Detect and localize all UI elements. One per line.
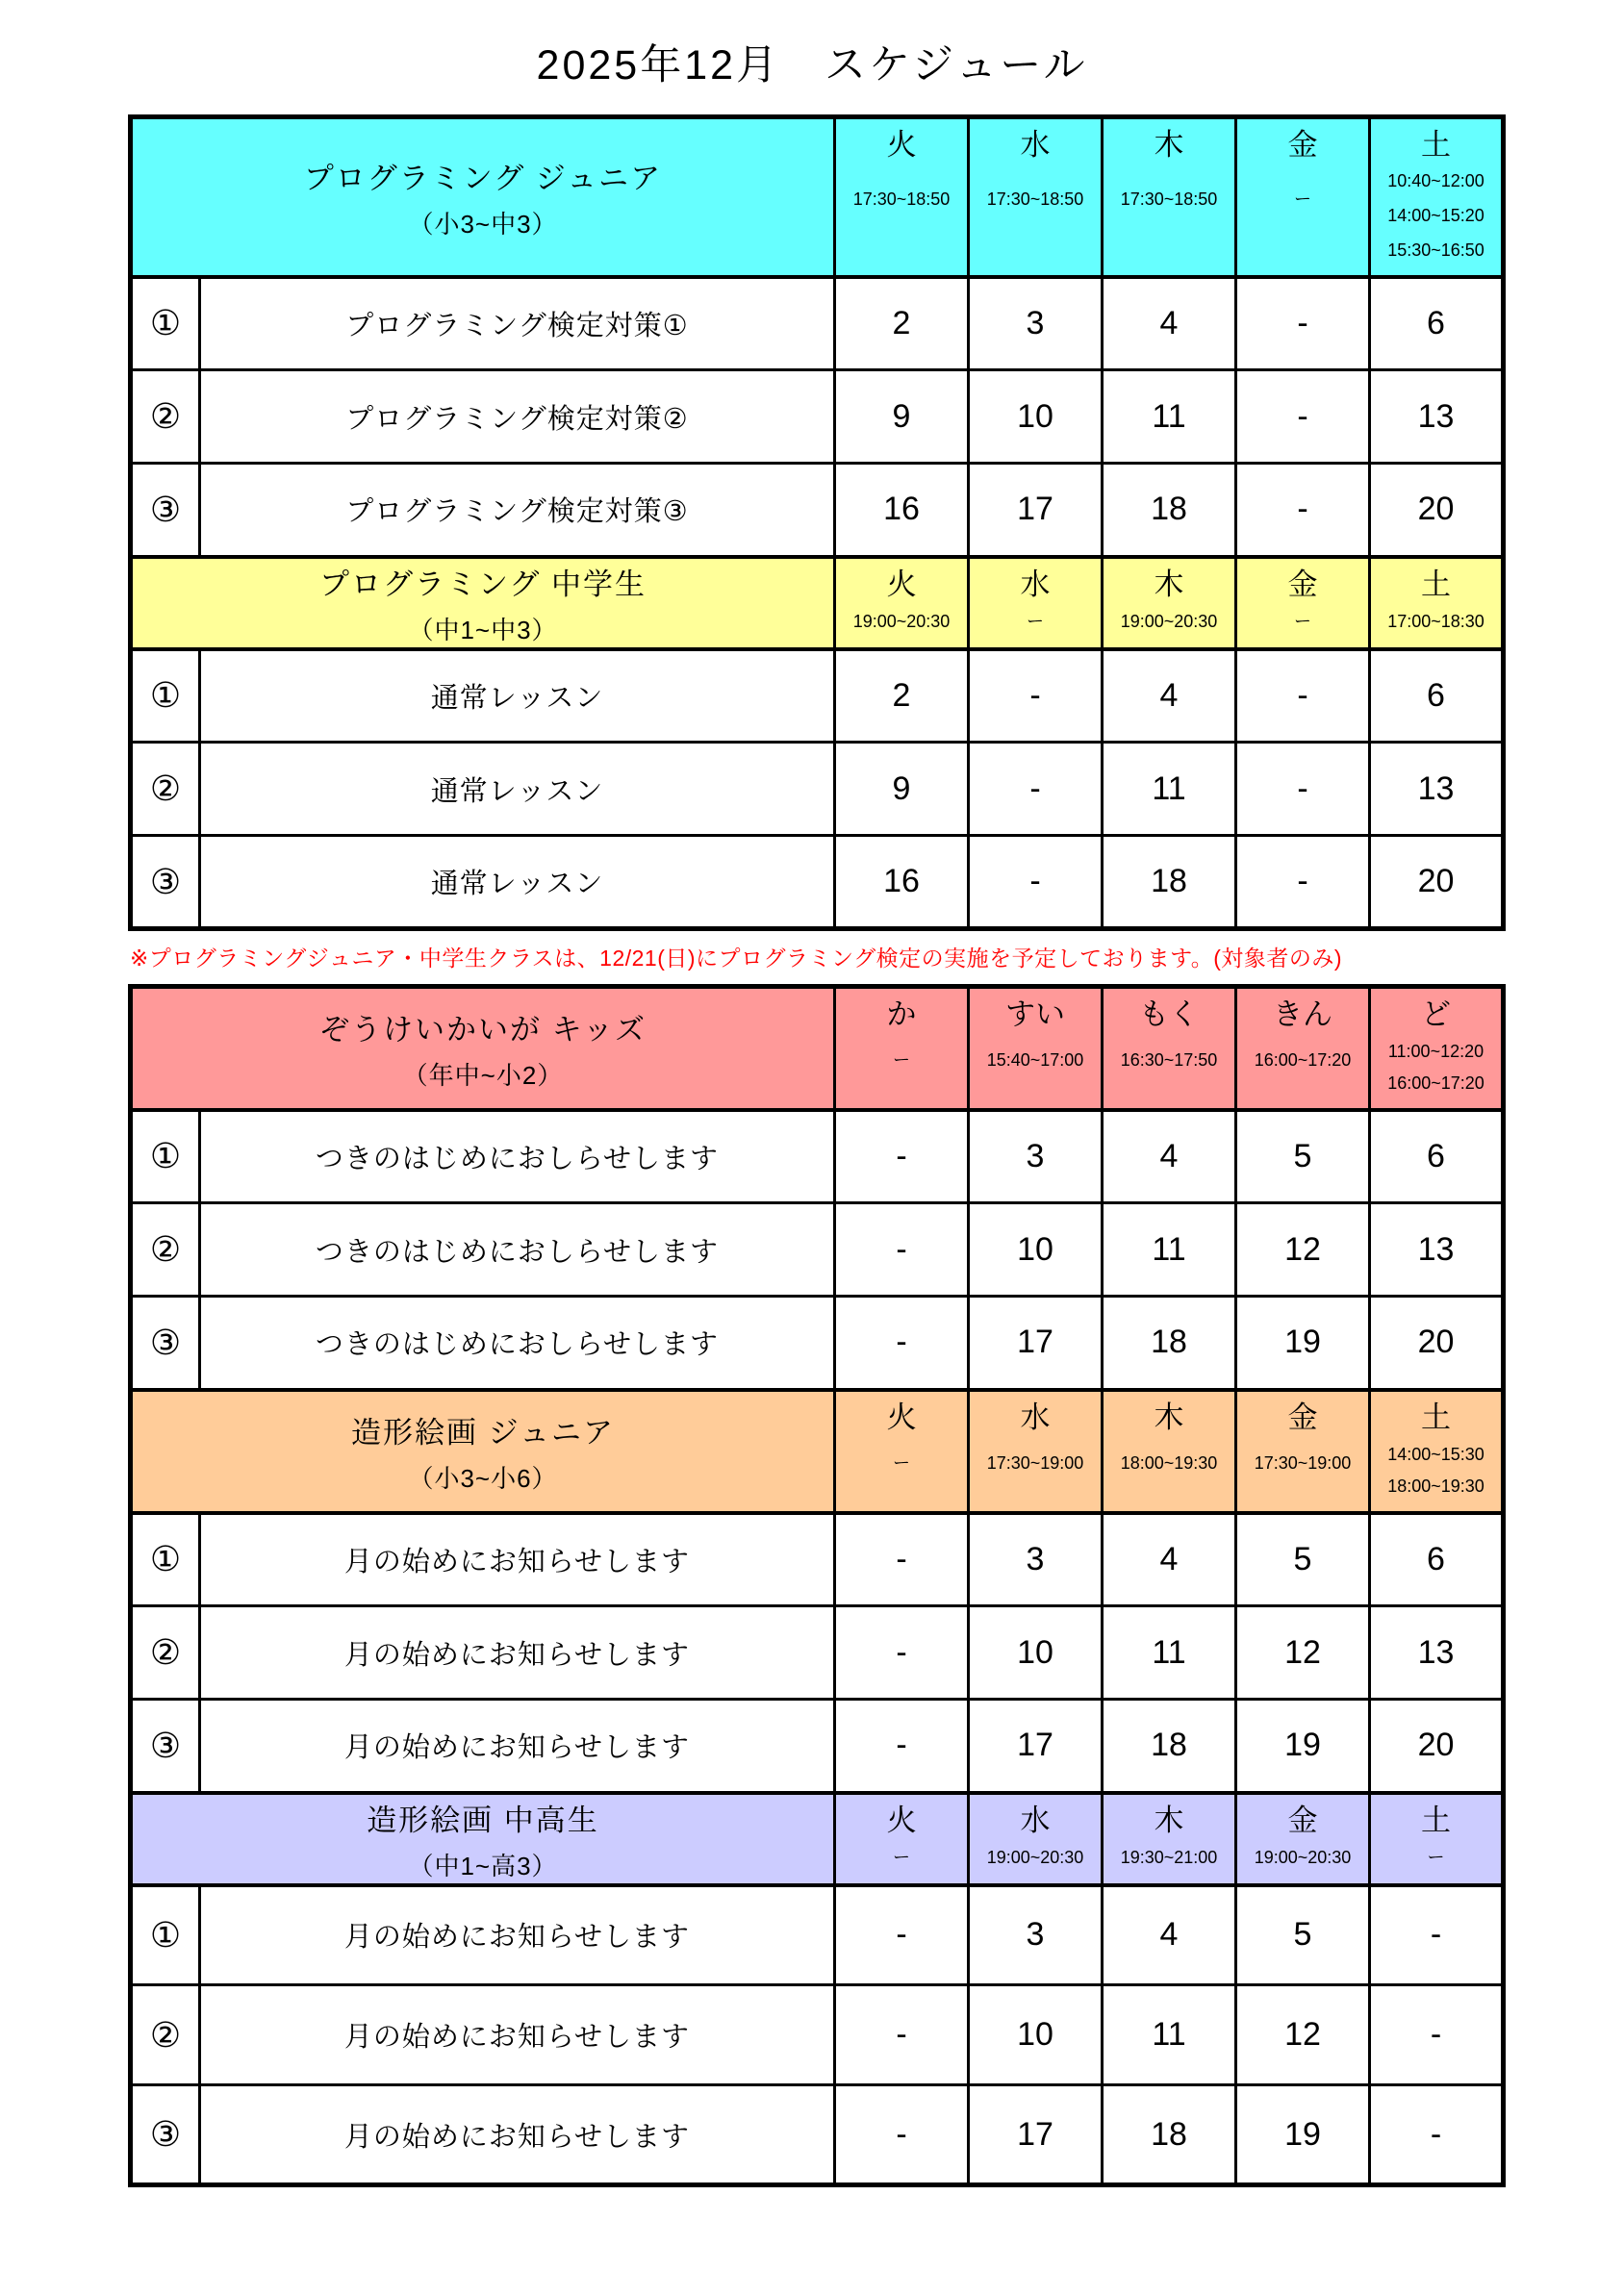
section-title: プログラミング ジュニア [303, 161, 663, 195]
row-label: 月の始めにお知らせします [200, 1885, 835, 1985]
date-cell: 13 [1370, 743, 1504, 836]
section-label-cell [131, 557, 835, 649]
date-cell: 19 [1236, 1700, 1370, 1793]
time-slot: 19:00~20:30 [852, 612, 951, 632]
date-cell: 12 [1236, 1985, 1370, 2085]
time-slot: 16:00~17:20 [1387, 1072, 1484, 1093]
date-cell: 12 [1236, 1606, 1370, 1700]
day-header-cell [1103, 557, 1236, 649]
time-slot: 19:00~20:30 [1254, 1848, 1352, 1868]
date-cell: 5 [1236, 1110, 1370, 1203]
table-row [131, 1700, 1504, 1793]
row-number: ③ [131, 2085, 200, 2185]
section-header-programming-junior [131, 117, 1504, 277]
row-label: プログラミング検定対策② [200, 370, 835, 464]
day-name: 金 [1287, 1803, 1318, 1837]
day-header-cell [1370, 1793, 1504, 1885]
day-header-cell [1370, 557, 1504, 649]
date-cell: 3 [969, 1110, 1103, 1203]
day-name: 土 [1421, 567, 1451, 601]
row-number: ③ [131, 1297, 200, 1390]
day-name: もく [1139, 997, 1199, 1031]
day-header-cell [1236, 117, 1370, 277]
date-cell: 20 [1370, 464, 1504, 557]
row-number: ② [131, 1985, 200, 2085]
date-cell: - [835, 1513, 969, 1606]
time-slot: 17:30~18:50 [852, 189, 951, 210]
day-header-cell [1103, 117, 1236, 277]
section-header-zoukei-chukousei [131, 1793, 1504, 1885]
row-label: 月の始めにお知らせします [200, 1513, 835, 1606]
row-number: ③ [131, 1700, 200, 1793]
row-number: ① [131, 1110, 200, 1203]
date-cell: 11 [1103, 1203, 1236, 1297]
day-header-cell [1370, 987, 1504, 1110]
date-cell: 2 [835, 649, 969, 743]
time-slot: 19:00~20:30 [986, 1848, 1084, 1868]
section-label-cell [131, 1793, 835, 1885]
date-cell: - [835, 1606, 969, 1700]
day-name: 火 [886, 1803, 917, 1837]
date-cell: 11 [1103, 1606, 1236, 1700]
section-title: 造形絵画 中高生 [367, 1803, 599, 1837]
date-cell: - [835, 1297, 969, 1390]
time-slot: 19:30~21:00 [1120, 1848, 1218, 1868]
date-cell: 6 [1370, 1513, 1504, 1606]
schedule-table-lower [128, 984, 1506, 2187]
day-header-cell [835, 1793, 969, 1885]
date-cell: - [835, 2085, 969, 2185]
section-label-cell [131, 117, 835, 277]
time-slot: 18:00~19:30 [1387, 1476, 1484, 1496]
date-cell: 17 [969, 464, 1103, 557]
date-cell: 13 [1370, 1203, 1504, 1297]
date-cell: 17 [969, 1700, 1103, 1793]
day-header-cell [1236, 1390, 1370, 1513]
time-slot: 19:00~20:30 [1120, 612, 1218, 632]
row-number: ③ [131, 836, 200, 929]
date-cell: 18 [1103, 1700, 1236, 1793]
time-slot: ー [1027, 612, 1044, 632]
time-slot: 14:00~15:20 [1387, 206, 1484, 226]
day-header-cell [1103, 1390, 1236, 1513]
time-slot: ー [1294, 612, 1311, 632]
date-cell: 11 [1103, 370, 1236, 464]
date-cell: 3 [969, 1513, 1103, 1606]
day-header-cell [1236, 987, 1370, 1110]
programming-kentei-note: ※プログラミングジュニア・中学生クラスは、12/21(日)にプログラミング検定の実施を予定しております。(対象者のみ) [130, 946, 1343, 971]
date-cell: - [835, 1110, 969, 1203]
date-cell: 4 [1103, 649, 1236, 743]
date-cell: - [969, 836, 1103, 929]
row-label: つきのはじめにおしらせします [200, 1203, 835, 1297]
section-header-programming-chugakusei [131, 557, 1504, 649]
day-name: か [886, 997, 917, 1031]
day-name: 木 [1154, 567, 1184, 601]
date-cell: 4 [1103, 1110, 1236, 1203]
date-cell: 19 [1236, 1297, 1370, 1390]
row-number: ① [131, 649, 200, 743]
time-slot: 17:30~19:00 [1254, 1453, 1352, 1474]
day-name: 水 [1020, 1803, 1051, 1837]
section-subtitle: （小3~中3） [408, 209, 558, 239]
date-cell: 11 [1103, 1985, 1236, 2085]
section-subtitle: （小3~小6） [408, 1463, 558, 1493]
date-cell: 20 [1370, 1700, 1504, 1793]
date-cell: 2 [835, 277, 969, 370]
day-header-cell [969, 1793, 1103, 1885]
day-header-cell [969, 557, 1103, 649]
date-cell: - [835, 1700, 969, 1793]
table-row [131, 1606, 1504, 1700]
section-label-cell [131, 987, 835, 1110]
time-slot: ー [1427, 1848, 1445, 1868]
time-slot: 17:30~18:50 [1120, 189, 1218, 210]
table-row [131, 1203, 1504, 1297]
date-cell: 16 [835, 464, 969, 557]
day-name: 土 [1421, 1400, 1451, 1434]
schedule-table-upper [128, 114, 1506, 931]
day-name: 木 [1154, 127, 1184, 162]
date-cell: 20 [1370, 1297, 1504, 1390]
day-header-cell [969, 987, 1103, 1110]
date-cell: 5 [1236, 1885, 1370, 1985]
date-cell: 18 [1103, 464, 1236, 557]
day-name: 土 [1421, 127, 1451, 162]
section-header-zoukei-kids [131, 987, 1504, 1110]
date-cell: 17 [969, 1297, 1103, 1390]
row-label: 月の始めにお知らせします [200, 1700, 835, 1793]
row-label: 月の始めにお知らせします [200, 2085, 835, 2185]
day-header-cell [1236, 1793, 1370, 1885]
section-label-cell [131, 1390, 835, 1513]
date-cell: 5 [1236, 1513, 1370, 1606]
row-number: ② [131, 743, 200, 836]
table-row [131, 836, 1504, 929]
row-number: ③ [131, 464, 200, 557]
date-cell: 6 [1370, 1110, 1504, 1203]
day-header-cell [969, 1390, 1103, 1513]
date-cell: 6 [1370, 649, 1504, 743]
date-cell: - [1236, 649, 1370, 743]
date-cell: 11 [1103, 743, 1236, 836]
day-header-cell [1370, 117, 1504, 277]
time-slot: 16:30~17:50 [1120, 1050, 1218, 1071]
table-row [131, 1110, 1504, 1203]
table-row [131, 1885, 1504, 1985]
day-name: 木 [1154, 1803, 1184, 1837]
date-cell: - [835, 1985, 969, 2085]
table-row [131, 1985, 1504, 2085]
date-cell: 10 [969, 1606, 1103, 1700]
section-title: 造形絵画 ジュニア [351, 1415, 615, 1450]
table-row [131, 464, 1504, 557]
row-number: ① [131, 1885, 200, 1985]
date-cell: - [1236, 464, 1370, 557]
date-cell: 4 [1103, 1885, 1236, 1985]
day-header-cell [1370, 1390, 1504, 1513]
date-cell: 13 [1370, 370, 1504, 464]
section-subtitle: （年中~小2） [402, 1060, 564, 1090]
table-row [131, 277, 1504, 370]
row-label: 月の始めにお知らせします [200, 1606, 835, 1700]
row-label: 月の始めにお知らせします [200, 1985, 835, 2085]
time-slot: 17:30~19:00 [986, 1453, 1084, 1474]
date-cell: - [1236, 277, 1370, 370]
day-name: 水 [1020, 567, 1051, 601]
day-name: 水 [1020, 127, 1051, 162]
page-title: 2025年12月 スケジュール [536, 42, 1088, 88]
row-label: つきのはじめにおしらせします [200, 1297, 835, 1390]
day-name: ど [1421, 997, 1451, 1031]
day-header-cell [969, 117, 1103, 277]
date-cell: 19 [1236, 2085, 1370, 2185]
day-name: 金 [1287, 1400, 1318, 1434]
section-title: ぞうけいかいが キッズ [319, 1012, 647, 1047]
time-slot: 18:00~19:30 [1120, 1453, 1218, 1474]
section-title: プログラミング 中学生 [319, 567, 647, 601]
date-cell: 18 [1103, 1297, 1236, 1390]
time-slot: ー [1294, 189, 1311, 210]
day-header-cell [1103, 1793, 1236, 1885]
day-name: 土 [1421, 1803, 1451, 1837]
date-cell: 3 [969, 1885, 1103, 1985]
day-name: 金 [1287, 127, 1318, 162]
date-cell: 9 [835, 370, 969, 464]
day-header-cell [835, 117, 969, 277]
row-label: 通常レッスン [200, 743, 835, 836]
time-slot: 15:30~16:50 [1387, 240, 1484, 261]
section-header-zoukei-junior [131, 1390, 1504, 1513]
date-cell: - [835, 1203, 969, 1297]
row-number: ② [131, 1606, 200, 1700]
time-slot: 14:00~15:30 [1387, 1444, 1484, 1464]
date-cell: 16 [835, 836, 969, 929]
day-header-cell [835, 557, 969, 649]
date-cell: - [1370, 2085, 1504, 2185]
date-cell: - [969, 743, 1103, 836]
day-header-cell [1103, 987, 1236, 1110]
date-cell: - [1236, 370, 1370, 464]
date-cell: 12 [1236, 1203, 1370, 1297]
date-cell: - [1370, 1885, 1504, 1985]
day-name: 火 [886, 567, 917, 601]
date-cell: - [835, 1885, 969, 1985]
table-row [131, 1297, 1504, 1390]
table-row [131, 370, 1504, 464]
date-cell: 10 [969, 370, 1103, 464]
day-name: 火 [886, 127, 917, 162]
day-name: すい [1005, 997, 1065, 1031]
date-cell: - [1236, 743, 1370, 836]
day-header-cell [1236, 557, 1370, 649]
time-slot: 17:30~18:50 [986, 189, 1084, 210]
date-cell: 18 [1103, 2085, 1236, 2185]
date-cell: 10 [969, 1203, 1103, 1297]
time-slot: 15:40~17:00 [986, 1050, 1084, 1071]
section-subtitle: （中1~中3） [408, 615, 558, 644]
table-row [131, 743, 1504, 836]
table-row [131, 1513, 1504, 1606]
time-slot: 16:00~17:20 [1254, 1050, 1352, 1071]
time-slot: ー [893, 1848, 910, 1868]
section-subtitle: （中1~高3） [408, 1851, 558, 1880]
table-row [131, 2085, 1504, 2185]
row-number: ① [131, 277, 200, 370]
day-name: 金 [1287, 567, 1318, 601]
time-slot: ー [893, 1453, 910, 1474]
time-slot: 11:00~12:20 [1387, 1041, 1484, 1061]
row-label: 通常レッスン [200, 649, 835, 743]
time-slot: 10:40~12:00 [1387, 171, 1484, 191]
row-label: 通常レッスン [200, 836, 835, 929]
date-cell: 4 [1103, 277, 1236, 370]
time-slot: ー [893, 1050, 910, 1071]
row-number: ① [131, 1513, 200, 1606]
day-header-cell [835, 1390, 969, 1513]
day-name: 火 [886, 1400, 917, 1434]
date-cell: 18 [1103, 836, 1236, 929]
date-cell: 17 [969, 2085, 1103, 2185]
row-number: ② [131, 370, 200, 464]
row-label: プログラミング検定対策③ [200, 464, 835, 557]
date-cell: - [1236, 836, 1370, 929]
date-cell: 6 [1370, 277, 1504, 370]
date-cell: 4 [1103, 1513, 1236, 1606]
date-cell: 9 [835, 743, 969, 836]
day-name: 木 [1154, 1400, 1184, 1434]
day-name: 水 [1020, 1400, 1051, 1434]
date-cell: - [969, 649, 1103, 743]
date-cell: 3 [969, 277, 1103, 370]
row-label: プログラミング検定対策① [200, 277, 835, 370]
time-slot: 17:00~18:30 [1387, 612, 1484, 632]
row-label: つきのはじめにおしらせします [200, 1110, 835, 1203]
date-cell: 20 [1370, 836, 1504, 929]
table-row [131, 649, 1504, 743]
date-cell: 10 [969, 1985, 1103, 2085]
row-number: ② [131, 1203, 200, 1297]
day-name: きん [1273, 997, 1332, 1031]
day-header-cell [835, 987, 969, 1110]
date-cell: - [1370, 1985, 1504, 2085]
date-cell: 13 [1370, 1606, 1504, 1700]
